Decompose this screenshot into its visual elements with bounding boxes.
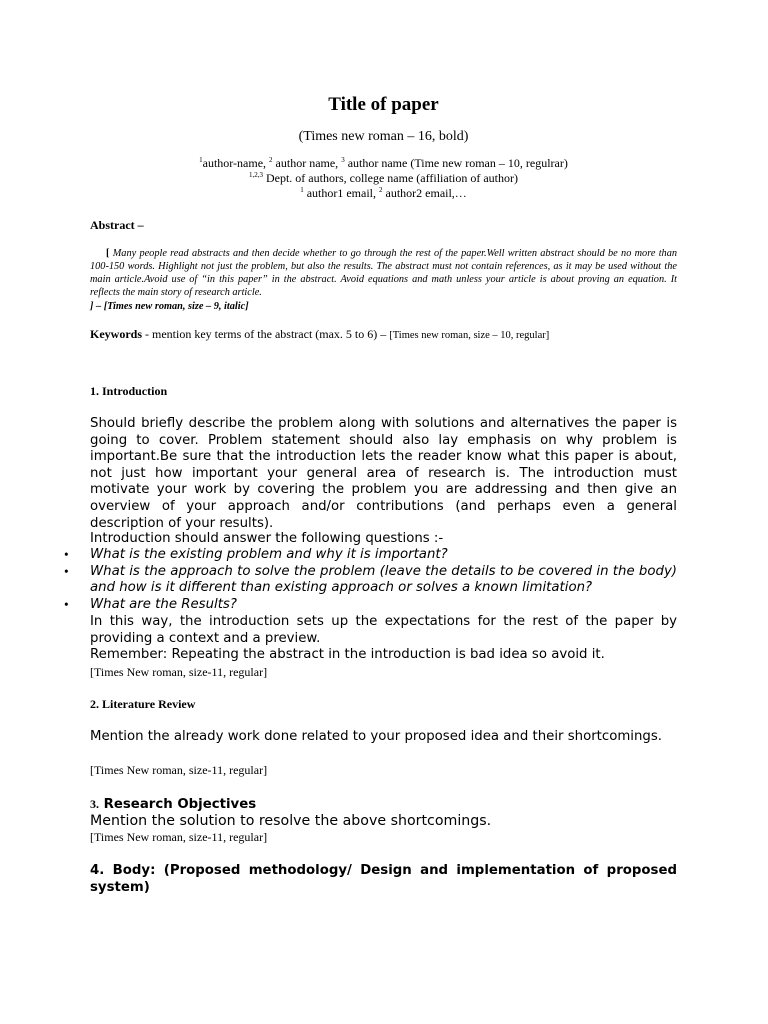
- author-superscript: 1: [199, 156, 203, 164]
- question-text: What is the approach to solve the problem (leave the details to be covered in the body) and how is it different than existing approach or solves a known limitation?: [90, 563, 677, 596]
- bullet-glyph: •: [64, 547, 69, 562]
- keywords-text: - mention key terms of the abstract (max. 5 to 6) –: [142, 327, 390, 341]
- author-superscript: 3: [341, 156, 345, 164]
- abstract-format-note: ] – [Times new roman, size – 9, italic]: [90, 301, 249, 312]
- keywords-label: Keywords: [90, 327, 142, 341]
- author-name: author-name,: [202, 156, 270, 170]
- introduction-closing: In this way, the introduction sets up the expectations for the rest of the paper by providing a context and a preview.: [90, 614, 677, 646]
- objectives-paragraph: Mention the solution to resolve the above shortcomings.: [90, 813, 492, 829]
- introduction-heading: 1. Introduction: [90, 384, 168, 398]
- introduction-paragraph: Should briefly describe the problem along with solutions and alternatives the paper is going to cover. Problem statement should also lay emphasis on why problem is important.Be sure that the introduction lets the reader know what this paper is about, not just how important your general area of research is. The introduction must motivate your work by covering the problem you are addressing and then give an overview of your approach and/or contributions (and perhaps even a general description of your results).: [90, 416, 677, 531]
- introduction-questions-list: [64, 547, 677, 613]
- author-block: [90, 156, 677, 201]
- introduction-format-note: [Times New roman, size-11, regular]: [90, 665, 268, 679]
- introduction-remember: Remember: Repeating the abstract in the introduction is bad idea so avoid it.: [90, 647, 605, 662]
- list-item: [64, 564, 677, 597]
- abstract-heading: Abstract –: [90, 218, 144, 232]
- paper-title: Title of paper: [328, 94, 439, 115]
- objectives-title: Research Objectives: [99, 797, 257, 812]
- abstract-text: Many people read abstracts and then decide whether to go through the rest of the paper.Well written abstract should be no more than 100-150 words. Highlight not just the problem, but also the results. The abstract must not contain references, as it may be used without the main article.Avoid use of “in this paper” in the abstract. Avoid equations and math unless your article is about proving an equation. It reflects the main story of research article.: [90, 248, 677, 298]
- body-section-heading: 4. Body: (Proposed methodology/ Design and implementation of proposed system): [90, 863, 677, 895]
- keywords-format-note: [Times new roman, size – 10, regular]: [389, 330, 550, 341]
- title-format-note: (Times new roman – 16, bold): [298, 129, 469, 144]
- abstract-body: [90, 247, 677, 299]
- keywords-line: [90, 327, 677, 343]
- bullet-glyph: •: [64, 596, 69, 612]
- list-item: [64, 597, 677, 614]
- author-email: author2 email,…: [382, 186, 467, 200]
- email-superscript: 1: [300, 186, 304, 194]
- introduction-questions-intro: Introduction should answer the following questions :-: [90, 531, 444, 546]
- author-email: author1 email,: [303, 186, 379, 200]
- author-names-line: [90, 156, 677, 171]
- abstract-open-bracket: [: [106, 248, 110, 259]
- literature-heading: 2. Literature Review: [90, 697, 196, 711]
- email-line: [90, 186, 677, 201]
- literature-paragraph: Mention the already work done related to your proposed idea and their shortcomings.: [90, 729, 663, 744]
- question-text: What are the Results?: [90, 596, 237, 612]
- email-superscript: 2: [379, 186, 383, 194]
- objectives-heading: [90, 795, 256, 814]
- objectives-format-note: [Times New roman, size-11, regular]: [90, 830, 268, 844]
- author-superscript: 2: [269, 156, 273, 164]
- question-text: What is the existing problem and why it is important?: [90, 547, 448, 562]
- affiliation-text: Dept. of authors, college name (affiliation of author): [262, 171, 519, 185]
- literature-format-note: [Times New roman, size-11, regular]: [90, 763, 268, 777]
- author-name: author name,: [272, 156, 342, 170]
- objectives-number: 3.: [90, 797, 99, 811]
- author-name: author name (Time new roman – 10, regulrar): [344, 156, 568, 170]
- affiliation-line: [90, 171, 677, 186]
- bullet-glyph: •: [64, 563, 69, 579]
- affiliation-superscript: 1,2,3: [248, 171, 263, 179]
- list-item: [64, 547, 677, 564]
